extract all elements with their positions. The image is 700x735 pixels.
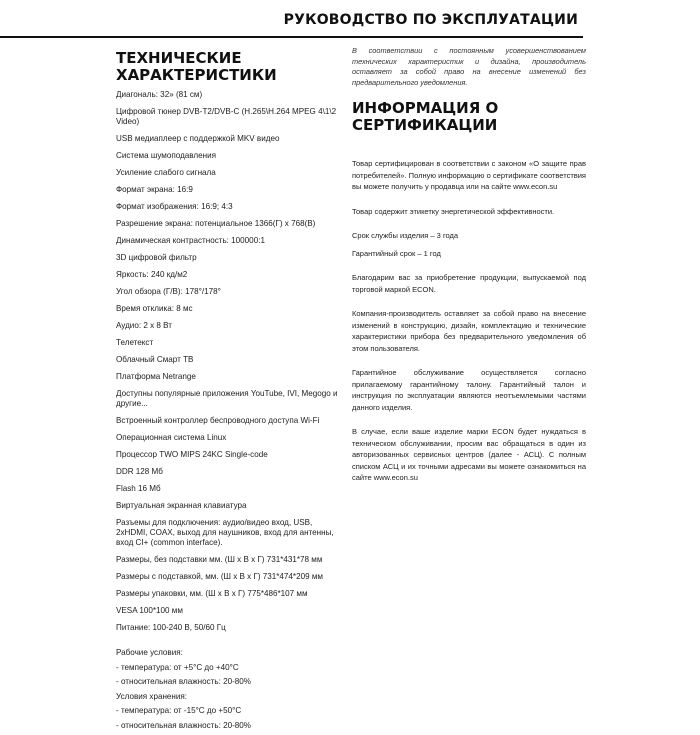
spec-item: - относительная влажность: 20-80% <box>116 677 251 686</box>
spec-item: Доступны популярные приложения YouTube, IVI, Megogo и другие... <box>116 389 338 408</box>
spec-item: Разъемы для подключения: аудио/видео вход, USB, 2хHDMI, COAX, выход для наушников, вход для антенны, вход CI+ (common interface). <box>116 518 334 547</box>
header-rule <box>0 36 583 38</box>
spec-item: Яркость: 240 кд/м2 <box>116 270 188 279</box>
spec-item: Размеры упаковки, мм. (Ш х В х Г) 775*486*107 мм <box>116 589 308 598</box>
spec-item: Формат изображения: 16:9; 4:3 <box>116 202 233 211</box>
spec-item: - относительная влажность: 20-80% <box>116 720 251 730</box>
spec-item: Разрешение экрана: потенциальное 1366(Г) х 768(В) <box>116 219 316 228</box>
spec-item: Flash 16 Мб <box>116 484 161 493</box>
spec-item: Процессор TWO MIPS 24KC Single-code <box>116 450 268 459</box>
spec-item: Виртуальная экранная клавиатура <box>116 501 247 510</box>
spec-item: Питание: 100-240 В, 50/60 Гц <box>116 623 226 632</box>
specs-column <box>116 46 340 735</box>
spec-item: Аудио: 2 х 8 Вт <box>116 321 172 330</box>
service-life: Срок службы изделия – 3 года <box>352 231 459 240</box>
spec-item: Рабочие условия: <box>116 648 183 657</box>
cert-paragraph: В случае, если ваше изделие марки ECON будет нуждаться в техническом обслуживании, просим вас обращаться в один из авторизованных сервисных центров (далее - АСЦ). С полным списком АСЦ и их точными адресами вы можете ознакомиться на сайте www.econ.su <box>352 427 586 482</box>
spec-item: - температура: от +5°С до +40°С <box>116 662 239 672</box>
spec-item: Платформа Netrange <box>116 372 196 381</box>
cert-paragraph: Благодарим вас за приобретение продукции, выпускаемой под торговой маркой ECON. <box>352 273 586 294</box>
spec-item: Размеры с подставкой, мм. (Ш х В х Г) 731*474*209 мм <box>116 572 323 581</box>
spec-item: Операционная система Linux <box>116 433 227 442</box>
spec-item: Цифровой тюнер DVB-T2/DVB-C (H.265\H.264 MPEG 4\1\2 Video) <box>116 107 337 126</box>
spec-item: Динамическая контрастность: 100000:1 <box>116 236 265 245</box>
spec-item: USB медиаплеер с поддержкой MKV видео <box>116 134 280 143</box>
header-title: РУКОВОДСТВО ПО ЭКСПЛУАТАЦИИ <box>283 12 578 28</box>
spec-item: Размеры, без подставки мм. (Ш х В х Г) 731*431*78 мм <box>116 555 323 564</box>
spec-item: Время отклика: 8 мс <box>116 304 193 313</box>
spec-item: Телетекст <box>116 338 154 347</box>
cert-paragraph: Гарантийное обслуживание осуществляется согласно прилагаемому гарантийному талону. Гарантийный талон и инструкция по эксплуатации являются неотъемлемыми частями данного изделия. <box>352 368 586 412</box>
spec-item: Угол обзора (Г/В): 178°/178° <box>116 287 221 296</box>
spec-item: Формат экрана: 16:9 <box>116 185 193 194</box>
spec-item: - температура: от -15°С до +50°С <box>116 706 242 715</box>
warranty-period: Гарантийный срок – 1 год <box>352 248 441 258</box>
cert-paragraph: Товар сертифицирован в соответствии с законом «О защите прав потребителей». Полную информацию о сертификате соответствия вы можете получить у продавца или на сайте www.econ.su <box>352 159 586 191</box>
specs-title: ТЕХНИЧЕСКИЕ ХАРАКТЕРИСТИКИ <box>116 49 277 84</box>
spec-item: Диагональ: 32» (81 см) <box>116 90 203 99</box>
intro-note: В соответствии с постоянным усовершенствованием технических характеристик и дизайна, производитель оставляет за собой право на внесение изменений без предварительного уведомления. <box>352 46 586 87</box>
spec-item: Встроенный контроллер беспроводного доступа Wi-Fi <box>116 416 320 425</box>
spec-item: Система шумоподавления <box>116 151 217 160</box>
cert-title: ИНФОРМАЦИЯ О СЕРТИФИКАЦИИ <box>352 99 499 134</box>
cert-paragraph: Товар содержит этикетку энергетической эффективности. <box>352 206 555 216</box>
spec-item: Усиление слабого сигнала <box>116 168 216 177</box>
spec-item: VESA 100*100 мм <box>116 606 183 615</box>
spec-item: Условия хранения: <box>116 691 188 701</box>
spec-item: DDR 128 Мб <box>116 467 163 476</box>
cert-paragraph: Компания-производитель оставляет за собой право на внесение изменений в конструкцию, дизайн, комплектацию и технические характеристики прибора без предварительного уведомления об этом пользователя. <box>352 309 586 353</box>
info-column <box>352 46 586 497</box>
spec-item: Облачный Смарт ТВ <box>116 355 194 364</box>
specs-list <box>116 90 340 731</box>
spec-item: 3D цифровой фильтр <box>116 253 197 262</box>
